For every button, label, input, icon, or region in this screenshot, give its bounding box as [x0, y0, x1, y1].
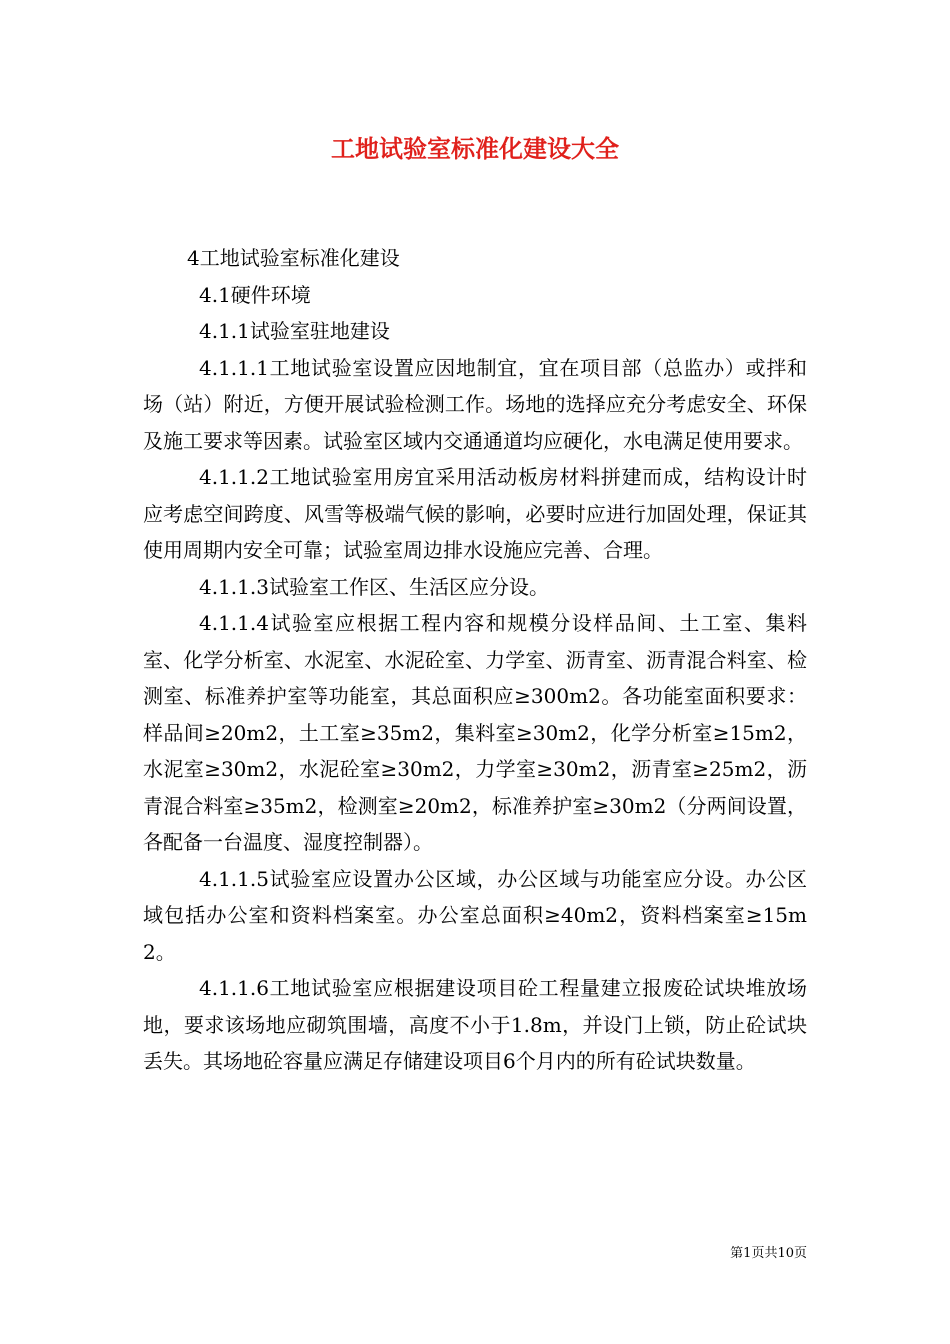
page-number-footer: 第1页共10页	[730, 1246, 807, 1261]
paragraph-4-1-1-1: 4.1.1.1工地试验室设置应因地制宜，宜在项目部（总监办）或拌和场（站）附近，方便开展试验检测工作。场地的选择应充分考虑安全、环保及施工要求等因素。试验室区域内交通通道均应硬化，水电满足使用要求。	[143, 355, 807, 453]
document-title: 工地试验室标准化建设大全	[331, 134, 619, 163]
paragraph-4-1-1-4: 4.1.1.4试验室应根据工程内容和规模分设样品间、土工室、集料室、化学分析室、水泥室、水泥砼室、力学室、沥青室、沥青混合料室、检测室、标准养护室等功能室，其总面积应≥300m2。各功能室面积要求：样品间≥20m2，土工室≥35m2，集料室≥30m2，化学分析室≥15m2，水泥室≥30m2，水泥砼室≥30m2，力学室≥30m2，沥青室≥25m2，沥青混合料室≥35m2，检测室≥20m2，标准养护室≥30m2（分两间设置，各配备一台温度、湿度控制器）。	[143, 611, 807, 854]
section-heading-4-1-1: 4.1.1试验室驻地建设	[199, 319, 390, 343]
paragraph-4-1-1-3: 4.1.1.3试验室工作区、生活区应分设。	[199, 574, 549, 599]
section-heading-4-1: 4.1硬件环境	[199, 282, 311, 307]
section-heading-4: 4工地试验室标准化建设	[187, 246, 400, 270]
paragraph-4-1-1-5: 4.1.1.5试验室应设置办公区域，办公区域与功能室应分设。办公区域包括办公室和资料档案室。办公室总面积≥40m2，资料档案室≥15m2。	[143, 866, 807, 964]
paragraph-4-1-1-2: 4.1.1.2工地试验室用房宜采用活动板房材料拼建而成，结构设计时应考虑空间跨度、风雪等极端气候的影响，必要时应进行加固处理，保证其使用周期内安全可靠；试验室周边排水设施应完善、合理。	[143, 465, 807, 562]
paragraph-4-1-1-6: 4.1.1.6工地试验室应根据建设项目砼工程量建立报废砼试块堆放场地，要求该场地应砌筑围墙，高度不小于1.8m，并设门上锁，防止砼试块丢失。其场地砼容量应满足存储建设项目6个月内的所有砼试块数量。	[143, 976, 807, 1073]
document-body	[143, 240, 807, 1080]
